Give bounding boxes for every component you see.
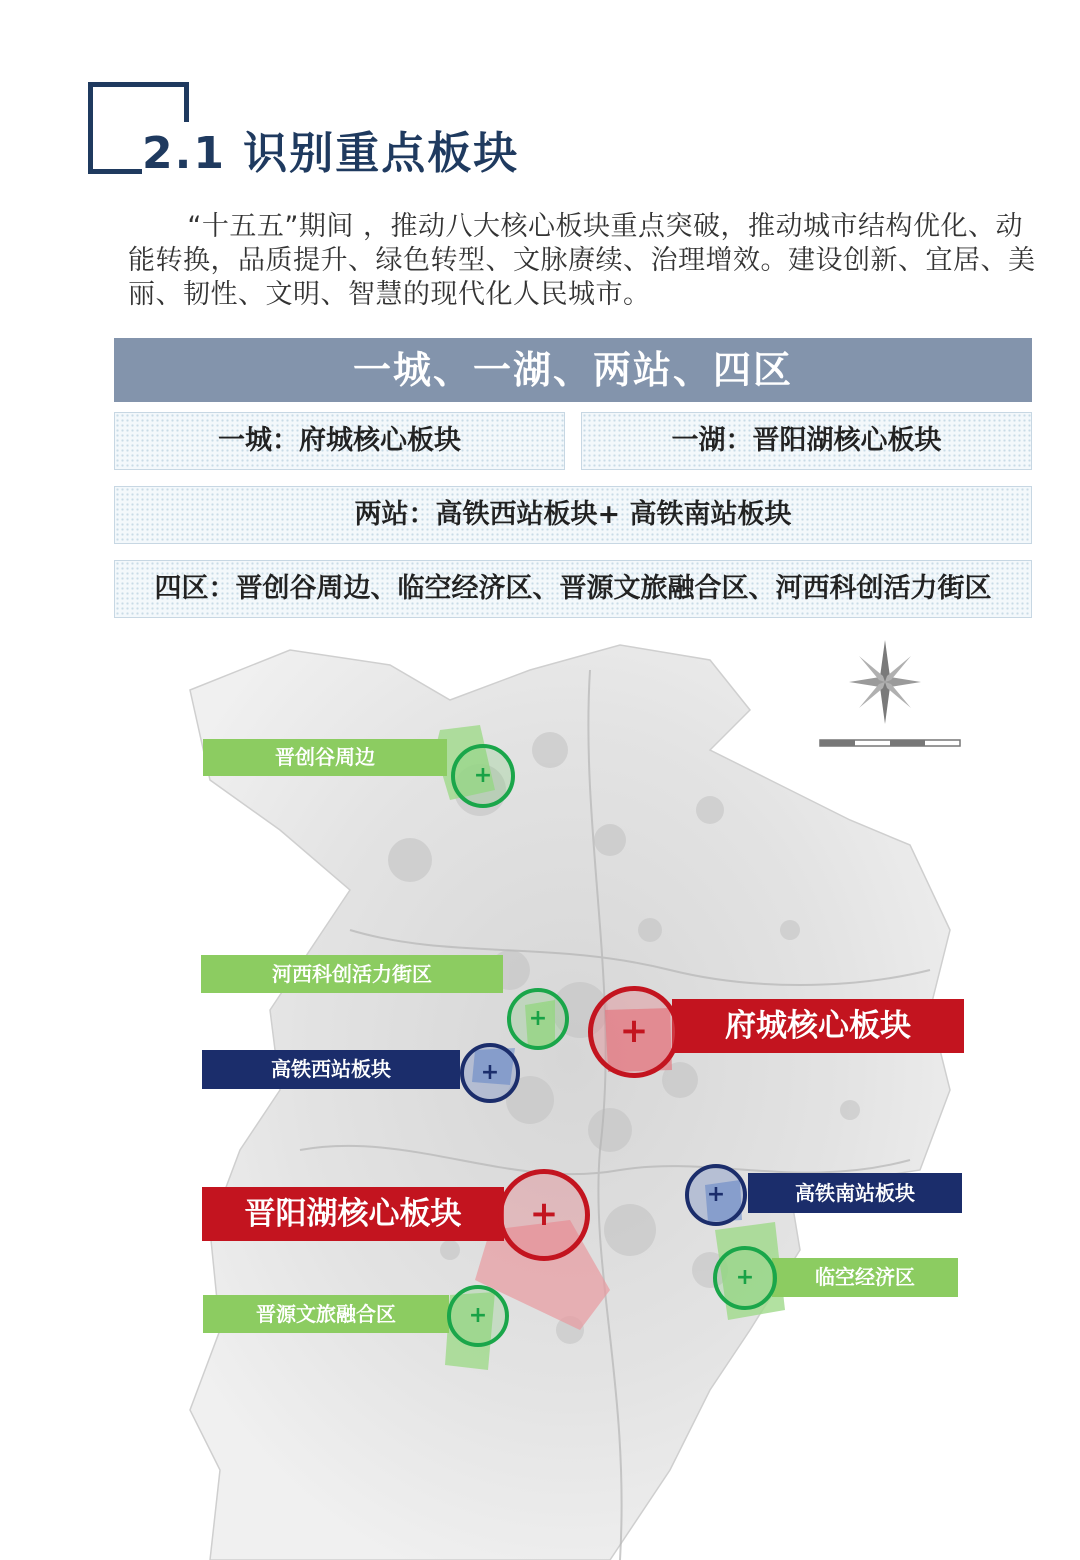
plus-icon: +	[706, 1182, 726, 1207]
card-two-stations: 两站：高铁西站板块+ 高铁南站板块	[114, 486, 1032, 544]
label-jinyang-lake: 晋阳湖核心板块	[202, 1187, 504, 1241]
label-fucheng: 府城核心板块	[672, 999, 964, 1053]
marker-fucheng	[588, 986, 680, 1078]
marker-linkong	[713, 1246, 777, 1310]
scale-bar	[820, 740, 960, 746]
card-four-districts: 四区：晋创谷周边、临空经济区、晋源文旅融合区、河西科创活力街区	[114, 560, 1032, 618]
summary-banner: 一城、一湖、两站、四区	[114, 338, 1032, 402]
marker-jinchuanggu	[451, 744, 515, 808]
page-title: 2.1 识别重点板块	[142, 122, 525, 186]
label-hexi: 河西科创活力街区	[201, 955, 503, 993]
plus-icon: +	[529, 1194, 559, 1235]
plus-icon: +	[528, 1006, 548, 1031]
plus-icon: +	[619, 1011, 649, 1052]
plus-icon: +	[473, 763, 493, 788]
marker-south-station	[685, 1164, 747, 1226]
label-south-station: 高铁南站板块	[748, 1173, 962, 1213]
card-one-city: 一城：府城核心板块	[114, 412, 565, 470]
marker-jinyang-lake	[498, 1169, 590, 1261]
intro-paragraph: “十五五”期间 ，推动八大核心板块重点突破，推动城市结构优化、动能转换，品质提升、绿色转型、文脉赓续、治理增效。建设创新、宜居、美丽、韧性、文明、智慧的现代化人民城市。	[128, 211, 1036, 310]
label-jinchuanggu: 晋创谷周边	[203, 739, 447, 776]
north-arrow-icon	[849, 640, 921, 724]
label-linkong: 临空经济区	[772, 1258, 958, 1297]
plus-icon: +	[468, 1303, 488, 1328]
plus-icon: +	[735, 1265, 755, 1290]
city-boundary	[190, 645, 950, 1560]
marker-jinyuan	[447, 1285, 509, 1347]
marker-hexi	[507, 988, 569, 1050]
plus-icon: +	[480, 1060, 500, 1085]
card-one-lake: 一湖：晋阳湖核心板块	[581, 412, 1032, 470]
marker-west-station	[460, 1043, 520, 1103]
label-west-station: 高铁西站板块	[202, 1050, 460, 1089]
label-jinyuan: 晋源文旅融合区	[203, 1295, 449, 1333]
